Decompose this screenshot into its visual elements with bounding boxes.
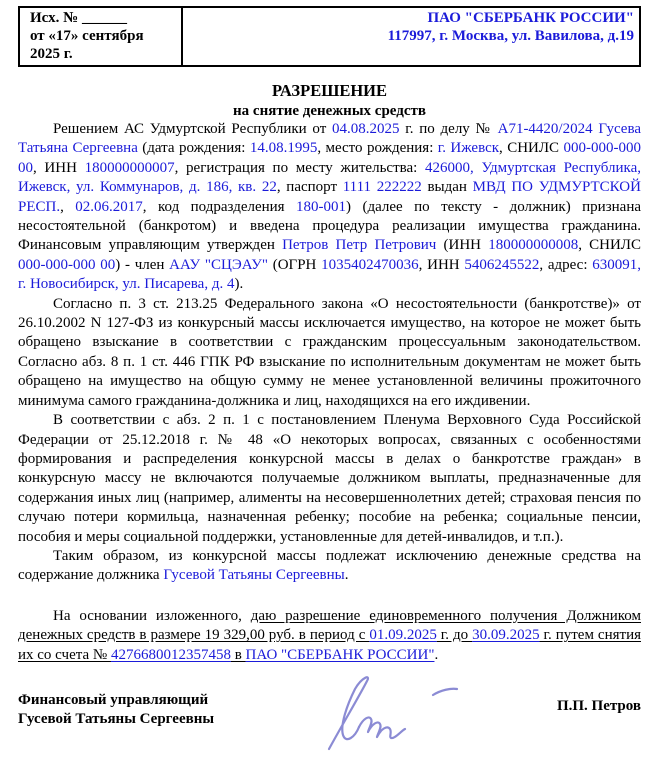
signature-ink-icon bbox=[321, 673, 471, 755]
text-segment: Петров Петр Петрович bbox=[282, 237, 437, 254]
signatory-role-line2: Гусевой Татьяны Сергеевны bbox=[18, 710, 215, 727]
text-segment: , код подразделения bbox=[142, 198, 297, 215]
addressee-cell bbox=[182, 7, 640, 66]
header-row bbox=[19, 7, 640, 66]
text-segment: , bbox=[60, 198, 76, 215]
text-segment: 000-000-000 00 bbox=[18, 256, 116, 273]
text-segment: 180000000008 bbox=[488, 237, 579, 254]
text-segment: 02.06.2017 bbox=[75, 198, 143, 215]
text-segment: Таким образом, из конкурсной массы подлежат исключению денежные средства на содержание должника bbox=[18, 547, 641, 584]
text-segment: 4276680012357458 bbox=[110, 646, 231, 663]
signature-block bbox=[18, 687, 641, 755]
text-segment: 30.09.2025 bbox=[472, 627, 540, 644]
text-segment: Согласно п. 3 ст. 213.25 Федерального закона «О несостоятельности (банкротстве)» от 26.10.2002 N 127-ФЗ из конкурсный массы исключается имущество, на которое не может быть обращено взыскание в соответствии с гражданским процессуальным законодательством. Согласно абз. 8 п. 1 ст. 446 ГПК РФ взыскание по исполнительным документам не может быть обращено на имущество на общую сумму не менее установленной величины прожиточного минимума самого гражданина-должника и лиц, находящихся на его иждивении. bbox=[18, 295, 641, 409]
text-segment: 14.08.1995 bbox=[249, 140, 318, 157]
text-segment: ААУ "СЦЭАУ" bbox=[169, 256, 268, 273]
paragraph-court-decision bbox=[18, 120, 641, 295]
text-segment: . bbox=[344, 567, 349, 584]
text-segment: в bbox=[230, 646, 246, 663]
text-segment: , СНИЛС bbox=[499, 140, 564, 157]
text-segment: г. Ижевск bbox=[437, 140, 500, 157]
text-segment: , адрес: bbox=[539, 256, 593, 273]
text-segment: выдан bbox=[421, 179, 473, 196]
document-subtitle: на снятие денежных средств bbox=[233, 103, 426, 119]
text-segment: ). bbox=[234, 276, 244, 293]
text-segment: 5406245522 bbox=[464, 256, 540, 273]
paragraph-plenum-resolution bbox=[18, 411, 641, 547]
text-segment: 1035402470036 bbox=[321, 256, 419, 273]
header-table bbox=[18, 6, 641, 67]
text-segment: 630091, г. Новосибирск, ул. Писарева, д. 4 bbox=[18, 256, 641, 293]
text-segment: (ОГРН bbox=[267, 256, 322, 273]
text-segment: , ИНН bbox=[33, 159, 85, 176]
signatory-name: П.П. Петров bbox=[556, 697, 641, 714]
text-segment: ) - член bbox=[115, 256, 170, 273]
text-segment: 1111 222222 bbox=[342, 179, 422, 196]
text-segment: А71-4420/2024 bbox=[497, 121, 593, 137]
text-segment: ) (далее по тексту - должник) признана несостоятельной (банкротом) и введена процедура реализации имущества гражданина. Финансовым управляющим утвержден bbox=[18, 198, 641, 254]
document-title: РАЗРЕШЕНИЕ bbox=[271, 81, 388, 100]
text-segment: Гусева Татьяна Сергеевна bbox=[18, 121, 642, 157]
signature-area bbox=[250, 687, 541, 755]
outgoing-ref-cell bbox=[19, 7, 182, 66]
text-segment: , регистрация по месту жительства: bbox=[174, 159, 426, 176]
text-segment: г. до bbox=[436, 627, 473, 644]
paragraph-permission bbox=[18, 607, 641, 665]
text-segment: , СНИЛС bbox=[578, 237, 641, 254]
text-segment: 426000, Удмуртская Республика, Ижевск, ул. Коммунаров, д. 186, кв. 22 bbox=[18, 159, 641, 196]
outgoing-date: от «17» сентября 2025 г. bbox=[30, 28, 144, 62]
outgoing-number: Исх. № ______ bbox=[30, 10, 127, 26]
signatory-role-line1: Финансовый управляющий bbox=[18, 691, 209, 708]
text-segment: 180-001 bbox=[296, 198, 347, 215]
bank-address: 117997, г. Москва, ул. Вавилова, д.19 bbox=[387, 28, 634, 44]
text-segment: 04.08.2025 bbox=[332, 121, 400, 137]
text-segment: 180000000007 bbox=[84, 159, 175, 176]
text-segment: (дата рождения: bbox=[137, 140, 250, 157]
text-segment: На основании изложенного, bbox=[53, 607, 251, 624]
text-segment: (ИНН bbox=[436, 237, 489, 254]
text-segment: , ИНН bbox=[418, 256, 465, 273]
signatory-role bbox=[18, 687, 250, 729]
text-segment: . bbox=[434, 646, 439, 663]
text-segment: г. по делу № bbox=[399, 121, 498, 137]
paragraph-exclusion-conclusion bbox=[18, 547, 641, 586]
text-segment: г. путем снятия их со счета № bbox=[18, 627, 641, 663]
text-segment: 01.09.2025 bbox=[369, 627, 437, 644]
text-segment: Решением АС Удмуртской Республики от bbox=[53, 121, 333, 137]
paragraph-law-basis bbox=[18, 295, 641, 411]
text-segment: ПАО "СБЕРБАНК РОССИИ" bbox=[245, 646, 435, 663]
bank-name: ПАО "СБЕРБАНК РОССИИ" bbox=[427, 10, 634, 26]
text-segment: даю разрешение единовременного получения Должником денежных средств в размере 19 329,00 руб. в период с bbox=[18, 607, 641, 644]
text-segment: Гусевой Татьяны Сергеевны bbox=[163, 567, 345, 584]
text-segment: , место рождения: bbox=[317, 140, 438, 157]
text-segment: В соответствии с абз. 2 п. 1 с постановлением Пленума Верховного Суда Российской Федерации от 25.12.2018 г. № 48 «О некоторых вопросах, связанных с особенностями формирования и распределения конкурсной массы в делах о банкротстве граждан» в конкурсную массу не включаются получаемые должником выплаты, предназначенные для содержания иных лиц (например, алименты на несовершеннолетних детей; страховая пенсия по случаю потери кормильца, назначенная ребенку; пособие на ребенка; социальные пенсии, пособия и меры социальной поддержки, установленные для детей-инвалидов, и т.п.). bbox=[18, 412, 641, 545]
text-segment: 000-000-000 00 bbox=[18, 140, 641, 176]
text-segment: , паспорт bbox=[276, 179, 343, 196]
text-segment: МВД ПО УДМУРТСКОЙ РЕСП. bbox=[18, 179, 641, 215]
